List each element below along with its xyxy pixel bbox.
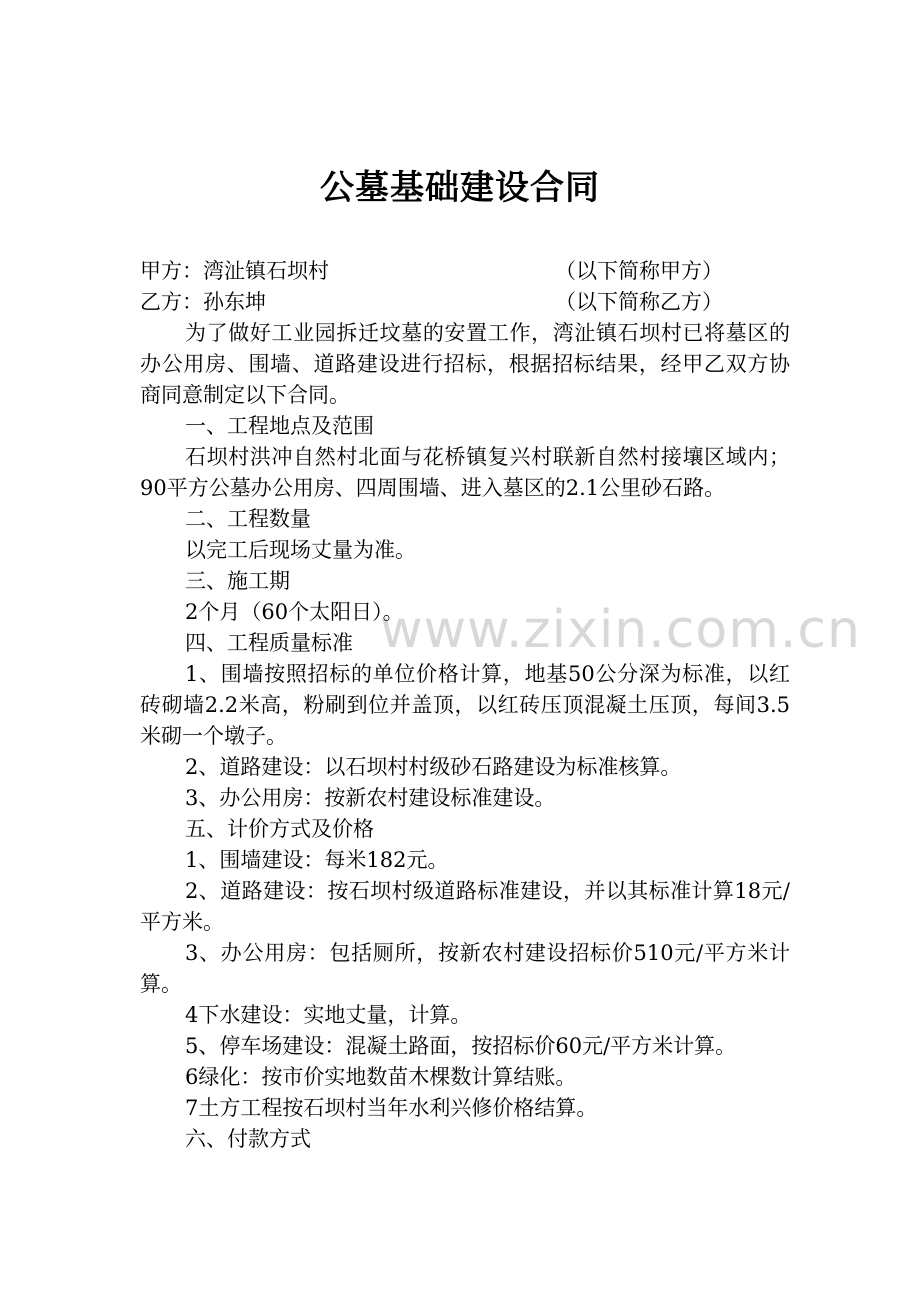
intro-paragraph: 为了做好工业园拆迁坟墓的安置工作，湾沚镇石坝村已将墓区的办公用房、围墙、道路建设进行招标，根据招标结果，经甲乙双方协商同意制定以下合同。 [140,321,790,407]
quality-item-3: 3、办公用房：按新农村建设标准建设。 [185,786,556,810]
section-heading-period: 三、施工期 [185,569,290,593]
section-heading-quantity: 二、工程数量 [185,507,311,531]
party-b-line [140,287,790,318]
party-a-label: 甲方：湾沚镇石坝村 [140,259,329,283]
pricing-item-6: 6绿化：按市价实地数苗木棵数计算结账。 [185,1065,577,1089]
period-paragraph: 2个月（60个太阳日）。 [185,600,404,624]
section-heading-location: 一、工程地点及范围 [185,414,374,438]
document-body [140,256,790,1155]
location-paragraph: 石坝村洪冲自然村北面与花桥镇复兴村联新自然村接壤区域内；90平方公墓办公用房、四周围墙、进入墓区的2.1公里砂石路。 [140,445,790,500]
pricing-item-3: 3、办公用房：包括厕所，按新农村建设招标价510元/平方米计算。 [140,941,790,996]
pricing-item-7: 7土方工程按石坝村当年水利兴修价格结算。 [185,1096,598,1120]
quality-item-1: 1、围墙按照招标的单位价格计算，地基50公分深为标准，以红砖砌墙2.2米高，粉刷到位并盖顶，以红砖压顶混凝土压顶，每间3.5米砌一个墩子。 [140,662,790,748]
pricing-item-1: 1、围墙建设：每米182元。 [185,848,449,872]
party-b-note: （以下简称乙方） [555,290,723,314]
pricing-item-4: 4下水建设：实地丈量，计算。 [185,1003,472,1027]
quality-item-2: 2、道路建设：以石坝村村级砂石路建设为标准核算。 [185,755,682,779]
party-a-note: （以下简称甲方） [555,259,723,283]
party-b-label: 乙方：孙东坤 [140,290,266,314]
section-heading-payment: 六、付款方式 [185,1127,311,1151]
quantity-paragraph: 以完工后现场丈量为准。 [185,538,416,562]
section-heading-quality: 四、工程质量标准 [185,631,353,655]
section-heading-pricing: 五、计价方式及价格 [185,817,374,841]
pricing-item-2: 2、道路建设：按石坝村级道路标准建设，并以其标准计算18元/平方米。 [140,879,790,934]
document-title: 公墓基础建设合同 [320,168,600,208]
watermark-label: www.zixin.com.cn [380,600,861,660]
pricing-item-5: 5、停车场建设：混凝土路面，按招标价60元/平方米计算。 [185,1034,737,1058]
party-a-line [140,256,790,287]
